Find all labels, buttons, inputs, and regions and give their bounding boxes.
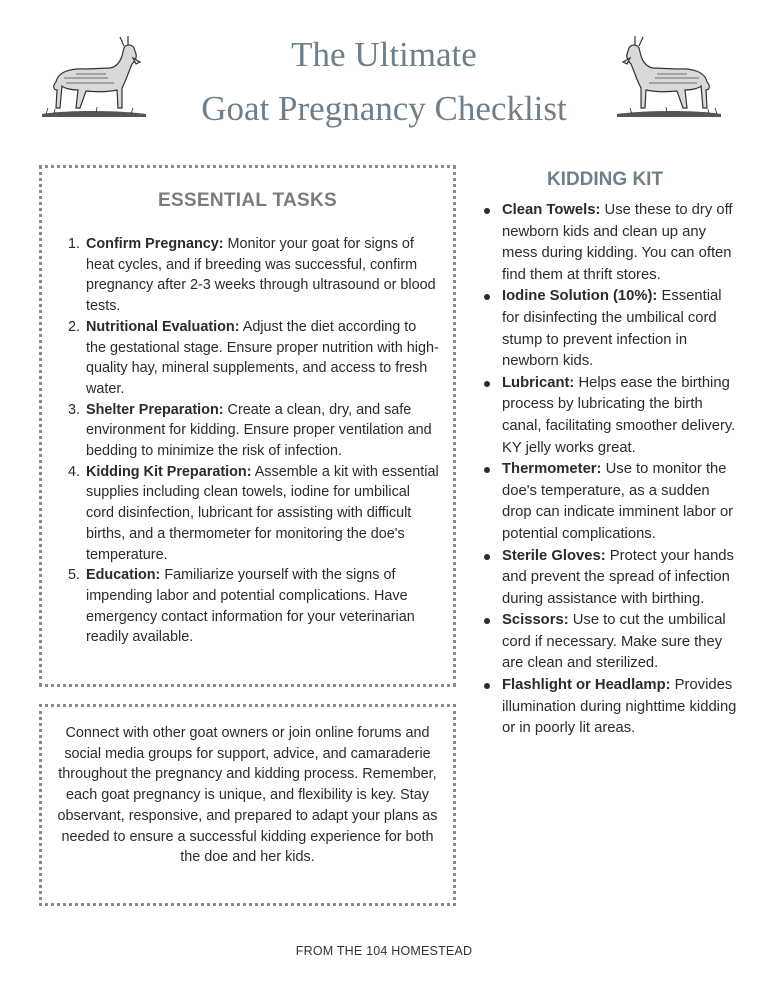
task-item (60, 317, 439, 400)
task-item (60, 234, 439, 317)
task-title: Kidding Kit Preparation: (86, 463, 252, 480)
task-text: Familiarize yourself with the signs of impending labor and potential complications. Have emergency contact information for your veterinarian readily available. (86, 567, 415, 646)
essential-tasks-box (39, 165, 456, 687)
task-number: 3. (68, 401, 81, 418)
task-text: Monitor your goat for signs of heat cycles, and if breeding was successful, confirm pregnancy after 2-3 weeks through ultrasound or blood tests. (86, 236, 436, 315)
bullet-icon (484, 554, 490, 560)
kit-item-title: Thermometer: (502, 461, 602, 478)
kit-item-text: Use to monitor the doe's temperature, as a sudden drop can indicate imminent labor or potential complications. (502, 461, 734, 542)
bullet-icon (484, 618, 490, 624)
kit-item (480, 546, 742, 611)
task-text: Assemble a kit with essential supplies including clean towels, iodine for umbilical cord disinfection, lubricant for assisting with difficult births, and a thermometer for monitoring the doe's temperature. (86, 463, 439, 563)
kidding-kit-heading: KIDDING KIT (546, 169, 664, 190)
kit-item-text: Provides illumination during nighttime kidding or in poorly lit areas. (502, 677, 737, 737)
kit-item (480, 675, 742, 740)
task-title: Confirm Pregnancy: (86, 236, 224, 252)
community-note-box (39, 704, 456, 906)
kit-item-title: Sterile Gloves: (502, 547, 606, 564)
kit-item-text: Use these to dry off newborn kids and clean up any mess during kidding. You can often find them at thrift stores. (502, 202, 733, 283)
goat-right-icon (612, 34, 727, 124)
kit-item (480, 610, 742, 675)
task-number: 5. (68, 567, 81, 584)
task-title: Education: (86, 567, 161, 584)
task-item (60, 400, 439, 462)
bullet-icon (484, 683, 490, 689)
kit-item-title: Scissors: (502, 612, 569, 629)
essential-tasks-heading: ESSENTIAL TASKS (157, 190, 338, 211)
bullet-icon (484, 294, 490, 300)
task-text: Create a clean, dry, and safe environment for kidding. Ensure proper ventilation and bedding to minimize the risk of infection. (86, 401, 432, 460)
essential-tasks-list (60, 234, 439, 648)
kit-item-text: Use to cut the umbilical cord if necessary. Make sure they are clean and sterilized. (502, 612, 726, 672)
kit-item (480, 459, 742, 545)
footer-credit: FROM THE 104 HOMESTEAD (295, 944, 473, 958)
bullet-icon (484, 208, 490, 214)
kit-item-title: Iodine Solution (10%): (502, 288, 658, 305)
kit-item (480, 373, 742, 459)
kit-item-text: Essential for disinfecting the umbilical cord stump to prevent infection in newborn kids. (502, 288, 722, 370)
task-title: Shelter Preparation: (86, 401, 224, 418)
goat-left-icon (36, 34, 151, 124)
kit-item-title: Clean Towels: (502, 202, 601, 218)
title-line-1: The Ultimate (291, 35, 477, 74)
kit-item (480, 200, 742, 286)
kit-item-text: Protect your hands and prevent the spread of infection during assistance with birthing. (502, 547, 734, 607)
title-line-2: Goat Pregnancy Checklist (201, 89, 567, 128)
task-item (60, 565, 439, 648)
kit-item-title: Flashlight or Headlamp: (502, 677, 671, 694)
kit-item (480, 286, 742, 372)
task-item (60, 462, 439, 566)
task-title: Nutritional Evaluation: (86, 318, 240, 335)
task-text: Adjust the diet according to the gestational stage. Ensure proper nutrition with high-quality hay, mineral supplements, and access to fresh water. (86, 318, 439, 397)
page-title (160, 28, 608, 136)
kidding-kit-list (480, 200, 742, 740)
bullet-icon (484, 381, 490, 387)
kit-item-title: Lubricant: (502, 374, 575, 391)
task-number: 1. (68, 236, 81, 252)
community-note-text: Connect with other goat owners or join online forums and social media groups for support, advice, and camaraderie throughout the pregnancy and kidding process. Remember, each goat pregnancy is unique, and flexibility is key. Stay observant, responsive, and prepared to adapt your plans as needed to ensure a successful kidding experience for both the doe and her kids. (57, 725, 438, 866)
bullet-icon (484, 467, 490, 473)
task-number: 2. (68, 318, 81, 335)
task-number: 4. (68, 463, 81, 480)
kit-item-text: Helps ease the birthing process by lubricating the birth canal, facilitating smoother delivery. KY jelly works great. (502, 374, 736, 456)
